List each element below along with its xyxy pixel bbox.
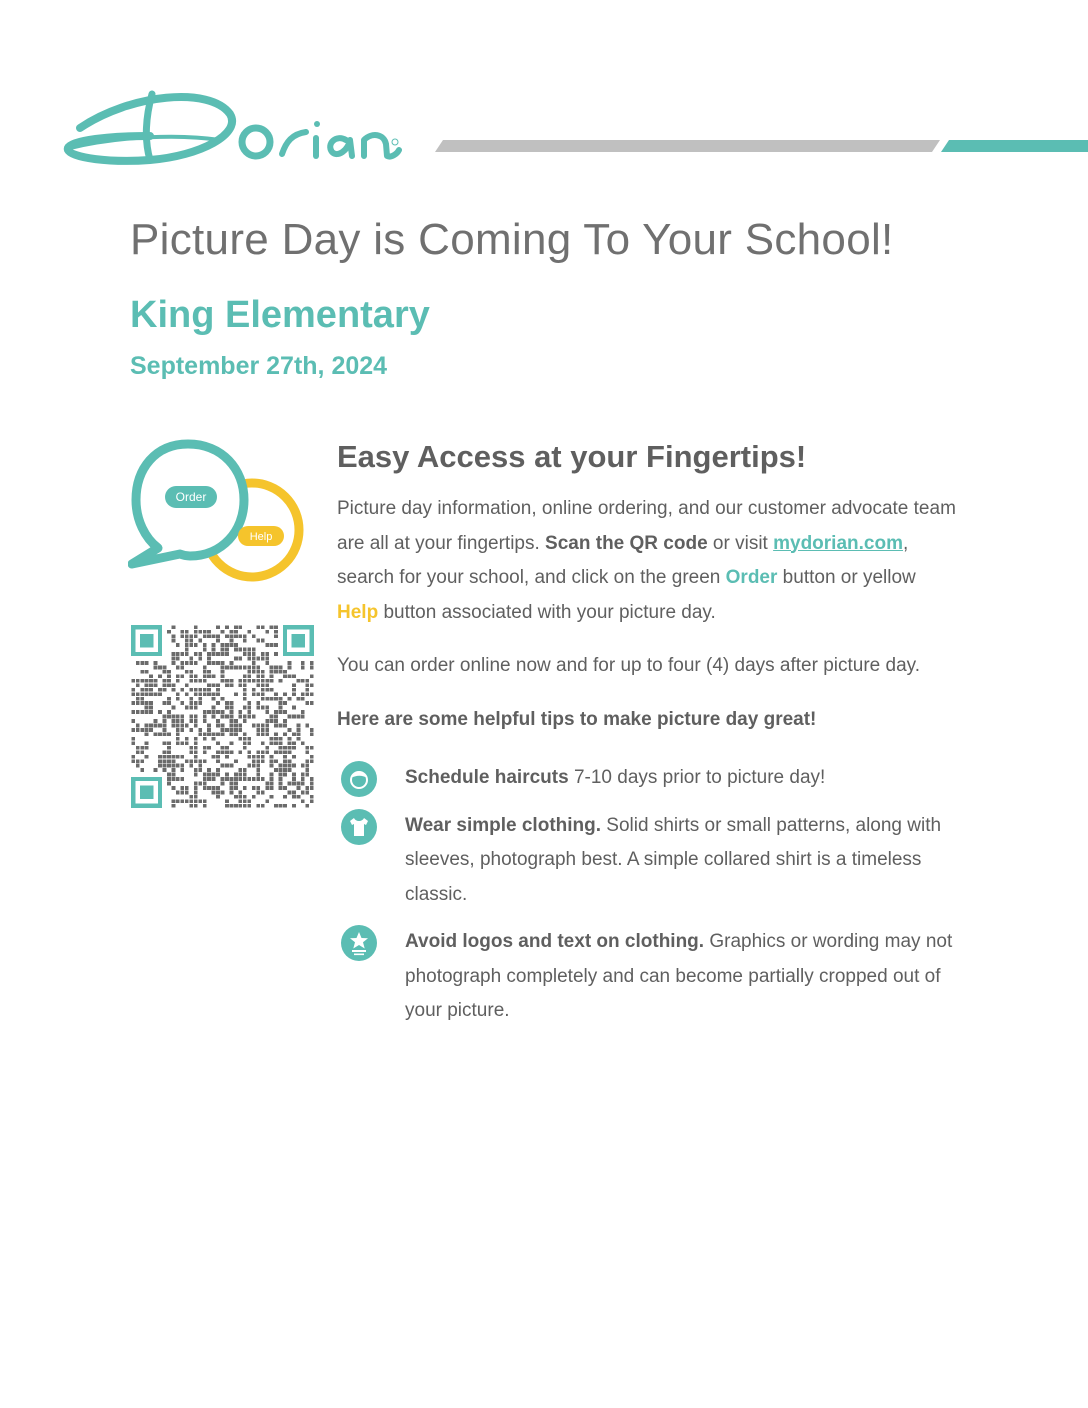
- tips-heading: Here are some helpful tips to make picture day great!: [337, 708, 817, 730]
- tip-logos: Avoid logos and text on clothing. Graphics or wording may not photograph completely and can become partially cropped out of your picture.: [337, 925, 957, 1029]
- shirt-icon: [341, 809, 377, 845]
- help-word: Help: [337, 601, 379, 623]
- access-heading: Easy Access at your Fingertips!: [337, 439, 807, 474]
- header-bar-gray: [435, 140, 940, 152]
- dorian-logo: [60, 84, 405, 174]
- header-bar-teal: [941, 140, 1088, 152]
- qr-code-icon[interactable]: [131, 625, 314, 808]
- tips-list: [337, 761, 957, 1029]
- picture-date: September 27th, 2024: [130, 352, 388, 380]
- order-window-text: You can order online now and for up to four (4) days after picture day.: [337, 655, 921, 676]
- haircut-icon: [341, 761, 377, 797]
- order-help-bubbles-illustration: [128, 436, 318, 594]
- page-title: Picture Day is Coming To Your School!: [130, 215, 894, 264]
- scan-qr-emphasis: Scan the QR code: [545, 532, 708, 554]
- mydorian-link[interactable]: mydorian.com: [773, 532, 903, 554]
- order-word: Order: [725, 567, 778, 588]
- help-bubble-label: Help: [249, 531, 273, 543]
- school-name: King Elementary: [130, 294, 430, 336]
- tip-clothing: Wear simple clothing. Solid shirts or small patterns, along with sleeves, photograph best. A simple collared shirt is a timeless classic.: [337, 809, 957, 913]
- access-intro: Picture day information, online ordering, and our customer advocate team are all at your fingertips. Scan the QR code or visit mydorian.com, search for your school, and click on the green Order button or yellow Help button associated with your picture day.: [337, 498, 956, 623]
- main-content: [337, 436, 957, 1042]
- tip-haircuts: Schedule haircuts 7-10 days prior to picture day!: [337, 761, 957, 796]
- logo-star-icon: [341, 925, 377, 961]
- order-bubble-label: Order: [175, 490, 207, 504]
